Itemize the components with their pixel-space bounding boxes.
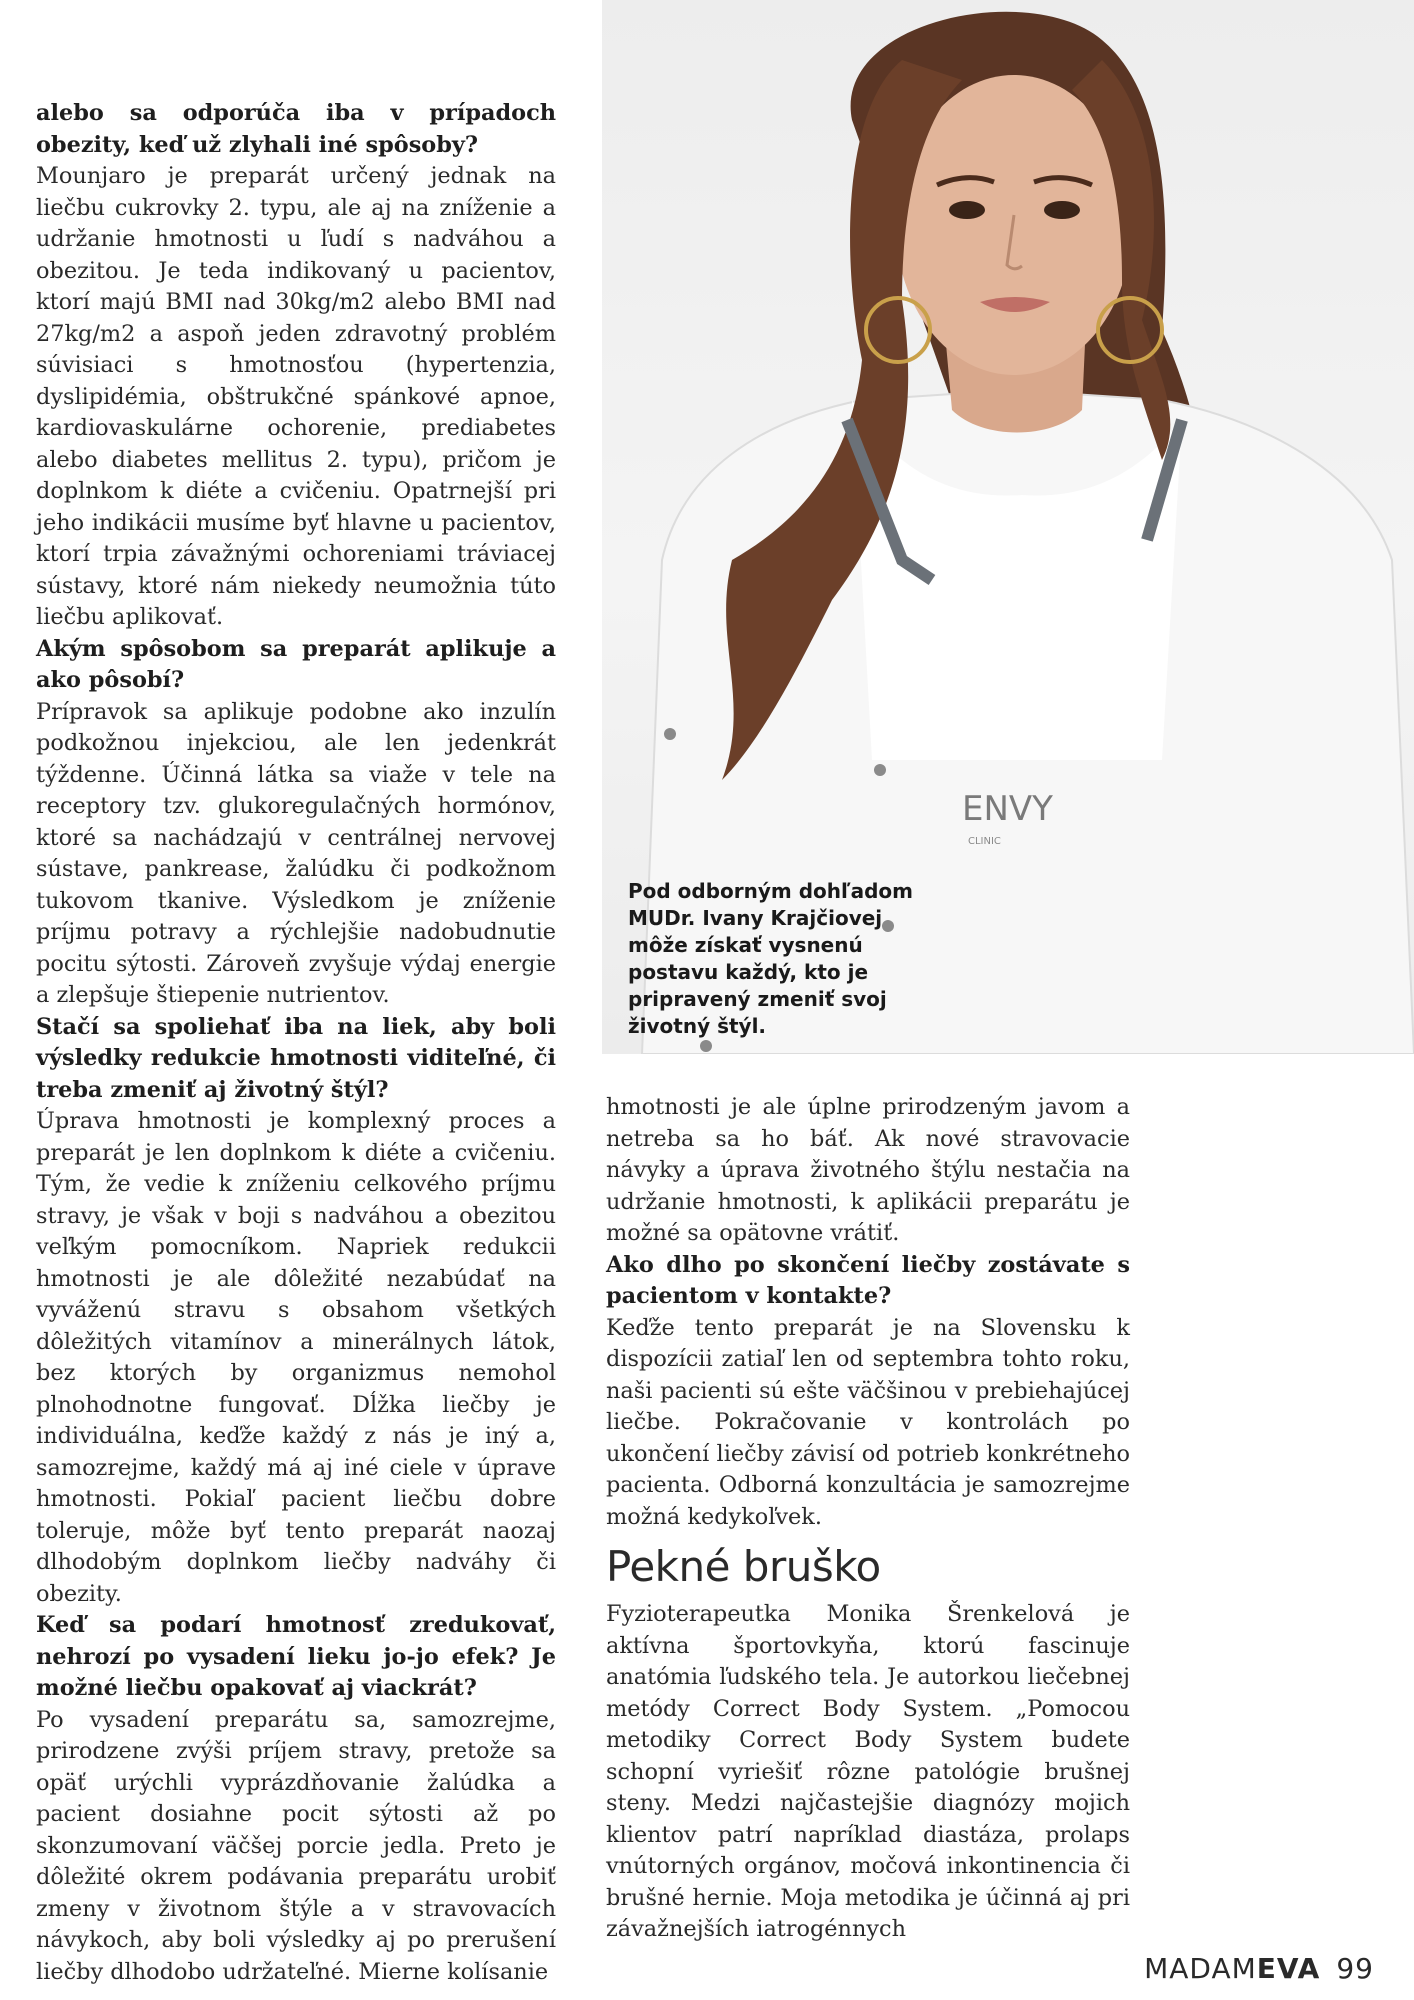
answer-1: Mounjaro je preparát určený jednak na liečbu cukrovky 2. typu, ale aj na zníženie a udržanie hmotnosti u ľudí s nadváhou a obezitou. Je teda indikovaný u pacientov, ktorí majú BMI nad 30kg/m2 alebo BMI nad 27kg/m2 a aspoň jeden zdravotný problém súvisiaci s hmotnosťou (hypertenzia, dyslipidémia, obštrukčné spánkové apnoe, kardiovaskulárne ochorenie, prediabetes alebo diabetes mellitus 2. typu), pričom je doplnkom k diéte a cvičeniu. Opatrnejší pri jeho indikácii musíme byť hlavne u pacientov, ktorí trpia závažnými ochoreniami tráviacej sústavy, ktoré nám niekedy neumožnia túto liečbu aplikovať.	[36, 163, 556, 630]
question-4: Keď sa podarí hmotnosť zredukovať, nehrozí po vysadení lieku jo-jo efek? Je možné liečbu opakovať aj viackrát?	[36, 1612, 556, 1701]
page-footer	[1144, 1952, 1374, 1985]
left-column	[36, 98, 556, 1988]
answer-5: Keďže tento preparát je na Slovensku k dispozícii zatiaľ len od septembra tohto roku, naši pacienti sú ešte väčšinou v prebiehajúcej liečbe. Pokračovanie v kontrolách po ukončení liečby závisí od potrieb konkrétneho pacienta. Odborná konzultácia je samozrejme možná kedykoľvek.	[606, 1314, 1130, 1530]
answer-4-continued: hmotnosti je ale úplne prirodzeným javom a netreba sa ho báť. Ak nové stravovacie návyky a úprava životného štýlu nestačia na udržanie hmotnosti, k aplikácii preparátu je možné sa opätovne vrátiť.	[606, 1094, 1130, 1246]
question-1-tail: alebo sa odporúča iba v prípadoch obezity, keď už zlyhali iné spôsoby?	[36, 100, 556, 158]
magazine-brand-madam: MADAM	[1144, 1952, 1257, 1985]
section-text: Fyzioterapeutka Monika Šrenkelová je aktívna športovkyňa, ktorú fascinuje anatómia ľudského tela. Je autorkou liečebnej metódy Correct Body System. „Pomocou metodiky Correct Body System budete schopní vyriešiť rôzne patológie brušnej steny. Medzi najčastejšie diagnózy mojich klientov patrí napríklad diastáza, prolaps vnútorných orgánov, močová inkontinencia či brušné hernie. Moja metodika je účinná aj pri závažnejších iatrogénnych	[606, 1601, 1130, 1942]
coat-logo-sub: CLINIC	[968, 836, 1001, 847]
answer-2: Prípravok sa aplikuje podobne ako inzulín podkožnou injekciou, ale len jedenkrát týždenne. Účinná látka sa viaže v tele na receptory tzv. glukoregulačných hormónov, ktoré sa nachádzajú v centrálnej nervovej sústave, pankrease, žalúdku či podkožnom tukovom tkanive. Výsledkom je zníženie príjmu potravy a rýchlejšie nadobudnutie pocitu sýtosti. Zároveň zvyšuje výdaj energie a zlepšuje štiepenie nutrientov.	[36, 698, 556, 1008]
answer-4: Po vysadení preparátu sa, samozrejme, prirodzene zvýši príjem stravy, pretože sa opäť urýchli vyprázdňovanie žalúdka a pacient dosiahne pocit sýtosti až po skonzumovaní väčšej porcie jedla. Preto je dôležité okrem podávania preparátu urobiť zmeny v životnom štýle a v stravovacích návykoch, aby boli výsledky aj po prerušení liečby dlhodobo udržateľné. Mierne kolísanie	[36, 1706, 556, 1985]
section-title: Pekné bruško	[606, 1542, 881, 1591]
magazine-brand-eva: EVA	[1256, 1952, 1321, 1985]
answer-3: Úprava hmotnosti je komplexný proces a preparát je len doplnkom k diéte a cvičeniu. Tým, že vedie k zníženiu celkového príjmu stravy, je však v boji s nadváhou a obezitou veľkým pomocníkom. Napriek redukcii hmotnosti je ale dôležité nezabúdať na vyváženú stravu s obsahom všetkých dôležitých vitamínov a minerálnych látok, bez ktorých by organizmus nemohol plnohodnotne fungovať. Dĺžka liečby je individuálna, keďže každý z nás je iný a, samozrejme, každý má aj iné ciele v úprave hmotnosti. Pokiaľ pacient liečbu dobre toleruje, môže byť tento preparát naozaj dlhodobým doplnkom liečby nadváhy či obezity.	[36, 1108, 556, 1607]
photo-caption: Pod odborným dohľadom MUDr. Ivany Krajčiovej môže získať vysnenú postavu každý, kto je pripravený zmeniť svoj životný štýl.	[628, 879, 914, 1038]
page-number: 99	[1336, 1952, 1374, 1985]
right-column	[606, 1092, 1130, 1946]
question-5: Ako dlho po skončení liečby zostávate s pacientom v kontakte?	[606, 1251, 1130, 1309]
doctor-portrait-photo	[602, 0, 1414, 1054]
coat-logo: ENVY	[962, 789, 1053, 829]
question-3: Stačí sa spoliehať iba na liek, aby boli výsledky redukcie hmotnosti viditeľné, či treba zmeniť aj životný štýl?	[36, 1013, 556, 1103]
question-2: Akým spôsobom sa preparát aplikuje a ako pôsobí?	[36, 635, 556, 693]
